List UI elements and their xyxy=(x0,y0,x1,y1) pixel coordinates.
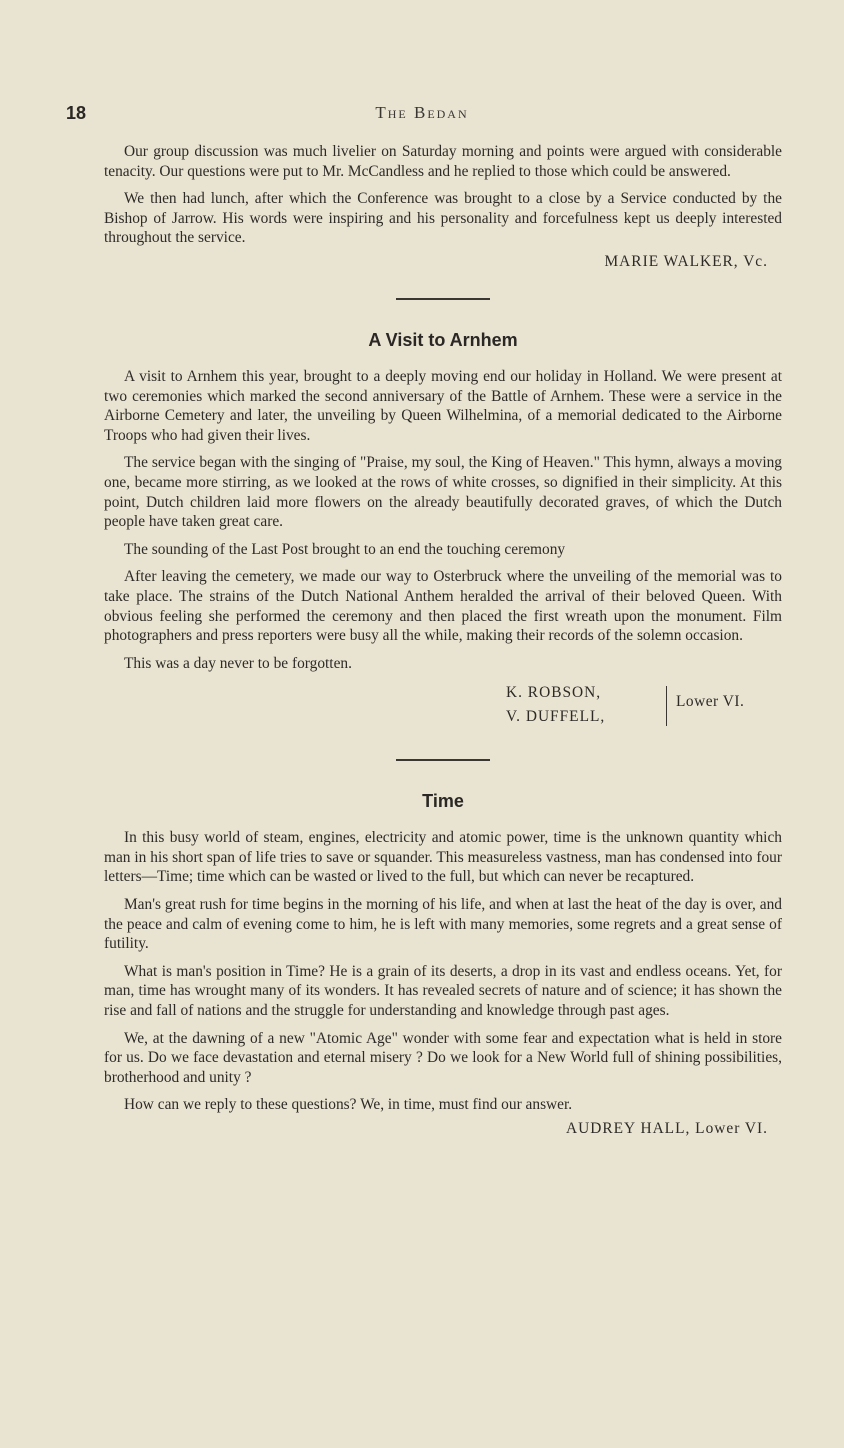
paragraph: The service began with the singing of "Praise, my soul, the King of Heaven." This hymn, always a moving one, became more stirring, as we looked at the rows of white crosses, so dignified in their simplicity. At this point, Dutch children laid more flowers on the already beautifully decorated graves, of which the Dutch people have taken great care. xyxy=(104,454,782,531)
paragraph: In this busy world of steam, engines, electricity and atomic power, time is the unknown quantity which man in his short span of life tries to save or squander. This measureless vastness, man has condensed into four letters—Time; time which can be wasted or lived to the full, but which can never be recaptured. xyxy=(104,829,782,886)
signatory: K. ROBSON, xyxy=(506,684,602,702)
form-label: Lower VI. xyxy=(676,693,745,711)
signatory: V. DUFFELL, xyxy=(506,708,606,726)
paragraph: A visit to Arnhem this year, brought to a deeply moving end our holiday in Holland. We were present at two ceremonies which marked the second anniversary of the Battle of Arnhem. These were a service in the Airborne Cemetery and later, the unveiling by Queen Wilhelmina, of a memorial dedicated to the Airborne Troops who had given their lives. xyxy=(104,367,782,444)
signatory-names xyxy=(506,681,605,729)
signature: MARIE WALKER, Vc. xyxy=(604,252,768,270)
signature: AUDREY HALL, Lower VI. xyxy=(566,1120,768,1137)
conference-report-end xyxy=(104,142,782,272)
article-arnhem xyxy=(104,330,782,733)
joint-signature xyxy=(104,681,782,733)
paragraph: Man's great rush for time begins in the morning of his life, and when at last the heat of the day is over, and the peace and calm of evening come to him, he is left with many memories, some regrets and a great sense of futility. xyxy=(104,896,782,953)
paragraph: After leaving the cemetery, we made our way to Osterbruck where the unveiling of the memorial was to take place. The strains of the Dutch National Anthem heralded the arrival of their beloved Queen. With obvious feeling she performed the ceremony and then placed the first wreath upon the monument. Film photographers and press reporters were busy all the while, making their records of the solemn occasion. xyxy=(104,568,782,645)
paragraph: We then had lunch, after which the Conference was brought to a close by a Service conducted by the Bishop of Jarrow. His words were inspiring and his personality and forcefulness kept us deeply interested throughout the service. xyxy=(104,190,782,247)
running-title: The Bedan xyxy=(375,103,469,122)
paragraph: We, at the dawning of a new "Atomic Age" wonder with some fear and expectation what is held in store for us. Do we face devastation and eternal misery ? Do we look for a New World full of shining possibilities, brotherhood and unity ? xyxy=(104,1029,782,1086)
paragraph: Our group discussion was much livelier on Saturday morning and points were argued with considerable tenacity. Our questions were put to Mr. McCandless and he replied to those which could be answered. xyxy=(104,143,782,180)
section-divider xyxy=(396,759,490,761)
page-number: 18 xyxy=(66,103,87,123)
paragraph: The sounding of the Last Post brought to an end the touching ceremony xyxy=(124,540,566,558)
paragraph: This was a day never to be forgotten. xyxy=(124,654,352,672)
article-time xyxy=(104,791,782,1139)
section-divider xyxy=(396,298,490,300)
paragraph: How can we reply to these questions? We, in time, must find our answer. xyxy=(124,1096,573,1114)
page-header xyxy=(0,100,844,130)
page-body xyxy=(104,142,782,1139)
article-title: Time xyxy=(422,791,464,812)
brace xyxy=(666,686,667,726)
article-title: A Visit to Arnhem xyxy=(368,329,518,350)
paragraph: What is man's position in Time? He is a grain of its deserts, a drop in its vast and endless oceans. Yet, for man, time has wrought many of its wonders. It has revealed secrets of nature and of science; it has shown the rise and fall of nations and the struggle for understanding and knowledge through past ages. xyxy=(104,962,782,1020)
